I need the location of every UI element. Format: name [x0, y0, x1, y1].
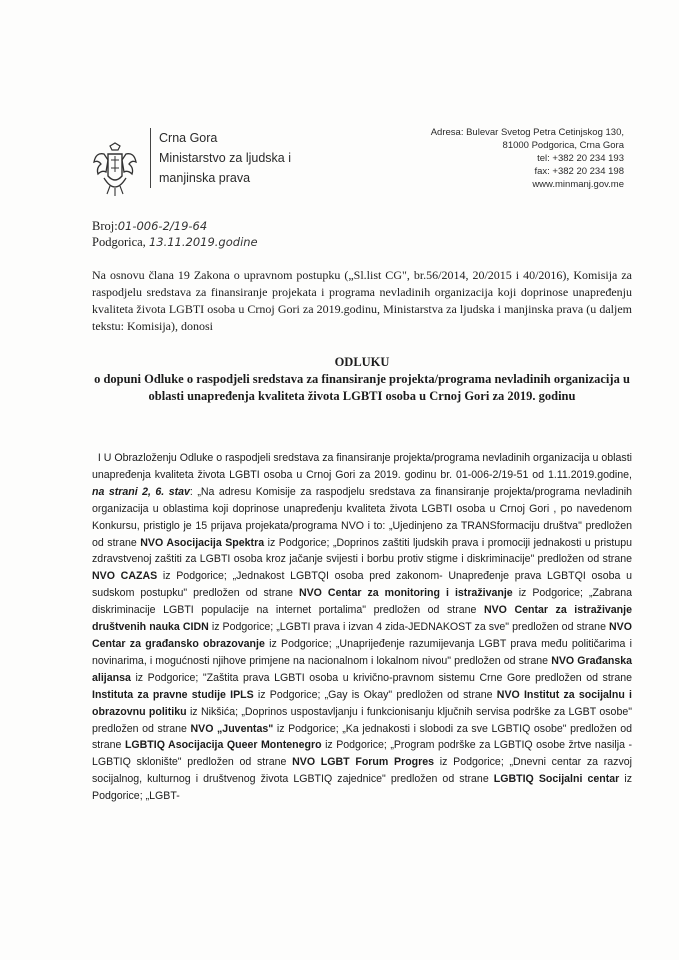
decision-heading: ODLUKU — [334, 355, 390, 369]
org-name: NVO Centar za monitoring i istraživanje — [298, 587, 513, 600]
phone-number: tel: +382 20 234 193 — [537, 153, 624, 164]
number-label: Broj: — [92, 219, 118, 233]
org-name: NVO Centar za istraživanje društvenih nauka CIDN — [92, 604, 632, 634]
org-name: NVO Centar za građansko obrazovanje — [92, 621, 632, 650]
website: www.minmanj.gov.me — [532, 179, 624, 190]
org-name: Instituta za pravne studije IPLS — [92, 688, 254, 701]
org-name: NVO Asocijacija Spektra — [140, 536, 265, 549]
address-line-1: Adresa: Bulevar Svetog Petra Cetinjskog 130, — [430, 127, 624, 138]
org-name: LGBTIQ Socijalni centar — [493, 773, 620, 786]
org-name: LGBTIQ Asocijacija Queer Montenegro — [124, 739, 322, 752]
place-label: Podgorica, — [92, 235, 146, 249]
org-name: NVO Institut za socijalnu i obrazovnu politiku — [92, 688, 632, 718]
org-name: NVO LGBT Forum Progres — [292, 756, 435, 769]
org-name: NVO „Juventas" — [190, 722, 274, 735]
document-date: 13.11.2019.godine — [148, 235, 258, 249]
org-name: NVO Građanska alijansa — [92, 654, 633, 684]
ministry-name-line-1: Ministarstvo za ljudska i — [159, 151, 291, 165]
body-text — [92, 450, 632, 805]
coat-of-arms-icon — [92, 142, 138, 198]
document-meta — [92, 218, 258, 250]
intro-paragraph: Na osnovu člana 19 Zakona o upravnom postupku („Sl.list CG", br.56/2014, 20/2015 i 40/2016), Komisija za raspodjelu sredstava za finansiranje projekata i programa nevladinih organizacija koji doprinose unapređenju kvaliteta života LGBTI osoba u Crnoj Gori za 2019.godinu, Ministarstva za ljudska i manjinska prava (u daljem tekstu: Komisija), donosi — [92, 268, 632, 333]
country-name: Crna Gora — [159, 131, 218, 145]
ministry-name-block — [150, 128, 309, 188]
body-paragraph: I U Obrazloženju Odluke o raspodjeli sredstava za finansiranje projekta/programa nevladinih organizacija u oblasti unapređenja kvaliteta života LGBTI osoba u Crnoj Gori za 2019. godinu br. 01-006-2/19-51 od 1.11.2019.godine, na strani 2, 6. stav: „Na adresu Komisije za raspodjelu sredstava za finansiranje projekta/programa nevladinih organizacija u oblastima koji doprinose unapređenju kvaliteta života LGBTI osoba u Crnoj Gori , po navedenom Konkursu, pristiglo je 15 prijava projekata/programa NVO i to: „Ujedinjeno za TRANSformaciju društva" predložen od strane NVO Asocijacija Spektra iz Podgorice; „Doprinos zaštiti ljudskih prava i promociji jednakosti u pristupu zdravstvenoj zaštiti za LGBTI osoba kroz jačanje svijesti i borbu protiv stigme i diskriminacije" predložen od strane NVO CAZAS iz Podgorice; „Jednakost LGBTQI osoba pred zakonom- Unapređenje prava LGBTQI osoba u sudskom postupku" predložen od strane NVO Centar za monitoring i istraživanje iz Podgorice; „Zabrana diskriminacije LGBTI populacije na internet portalima" predložen od strane NVO Centar za istraživanje društvenih nauka CIDN iz Podgorice; „LGBTI prava i izvan 4 zida-JEDNAKOST za sve" predložen od strane NVO Centar za građansko obrazovanje iz Podgorice; „Unaprijeđenje razumijevanja LGBT prava među političarima i novinarima, i mogućnosti njihove primjene na nacionalnom i lokalnom nivou" predložen od strane NVO Građanska alijansa iz Podgorice; "Zaštita prava LGBTI osoba u krivično-pravnom sistemu Crne Gore predložen od strane Instituta za pravne studije IPLS iz Podgorice; „Gay is Okay" predložen od strane NVO Institut za socijalnu i obrazovnu politiku iz Nikšića; „Doprinos uspostavljanju i funkcionisanju ključnih servisa podrške za LGBT osobe" predložen od strane NVO „Juventas" iz Podgorice; „Ka jednakosti i slobodi za sve LGBTIQ osobe" predložen od strane LGBTIQ Asocijacija Queer Montenegro iz Podgorice; „Program podrške za LGBTIQ osobe žrtve nasilja - LGBTIQ sklonište" predložen od strane NVO LGBT Forum Progres iz Podgorice; „Dnevni centar za razvoj socijalnog, kulturnog i društvenog života LGBTIQ zajednice" predložen od strane LGBTIQ Socijalni centar iz Podgorice; „LGBT- — [92, 452, 633, 803]
decision-title — [92, 354, 632, 405]
ministry-name-line-2: manjinska prava — [159, 171, 251, 185]
address-line-2: 81000 Podgorica, Crna Gora — [502, 140, 624, 151]
contact-block — [364, 126, 624, 191]
fax-number: fax: +382 20 234 198 — [534, 166, 624, 177]
decision-subtitle: o dopuni Odluke o raspodjeli sredstava za finansiranje projekta/programa nevladinih organizacija u oblasti unapređenja kvaliteta života LGBTI osoba u Crnoj Gori za 2019. godinu — [94, 372, 630, 403]
org-name: NVO CAZAS — [92, 570, 158, 583]
document-number: 01-006-2/19-64 — [117, 219, 208, 233]
